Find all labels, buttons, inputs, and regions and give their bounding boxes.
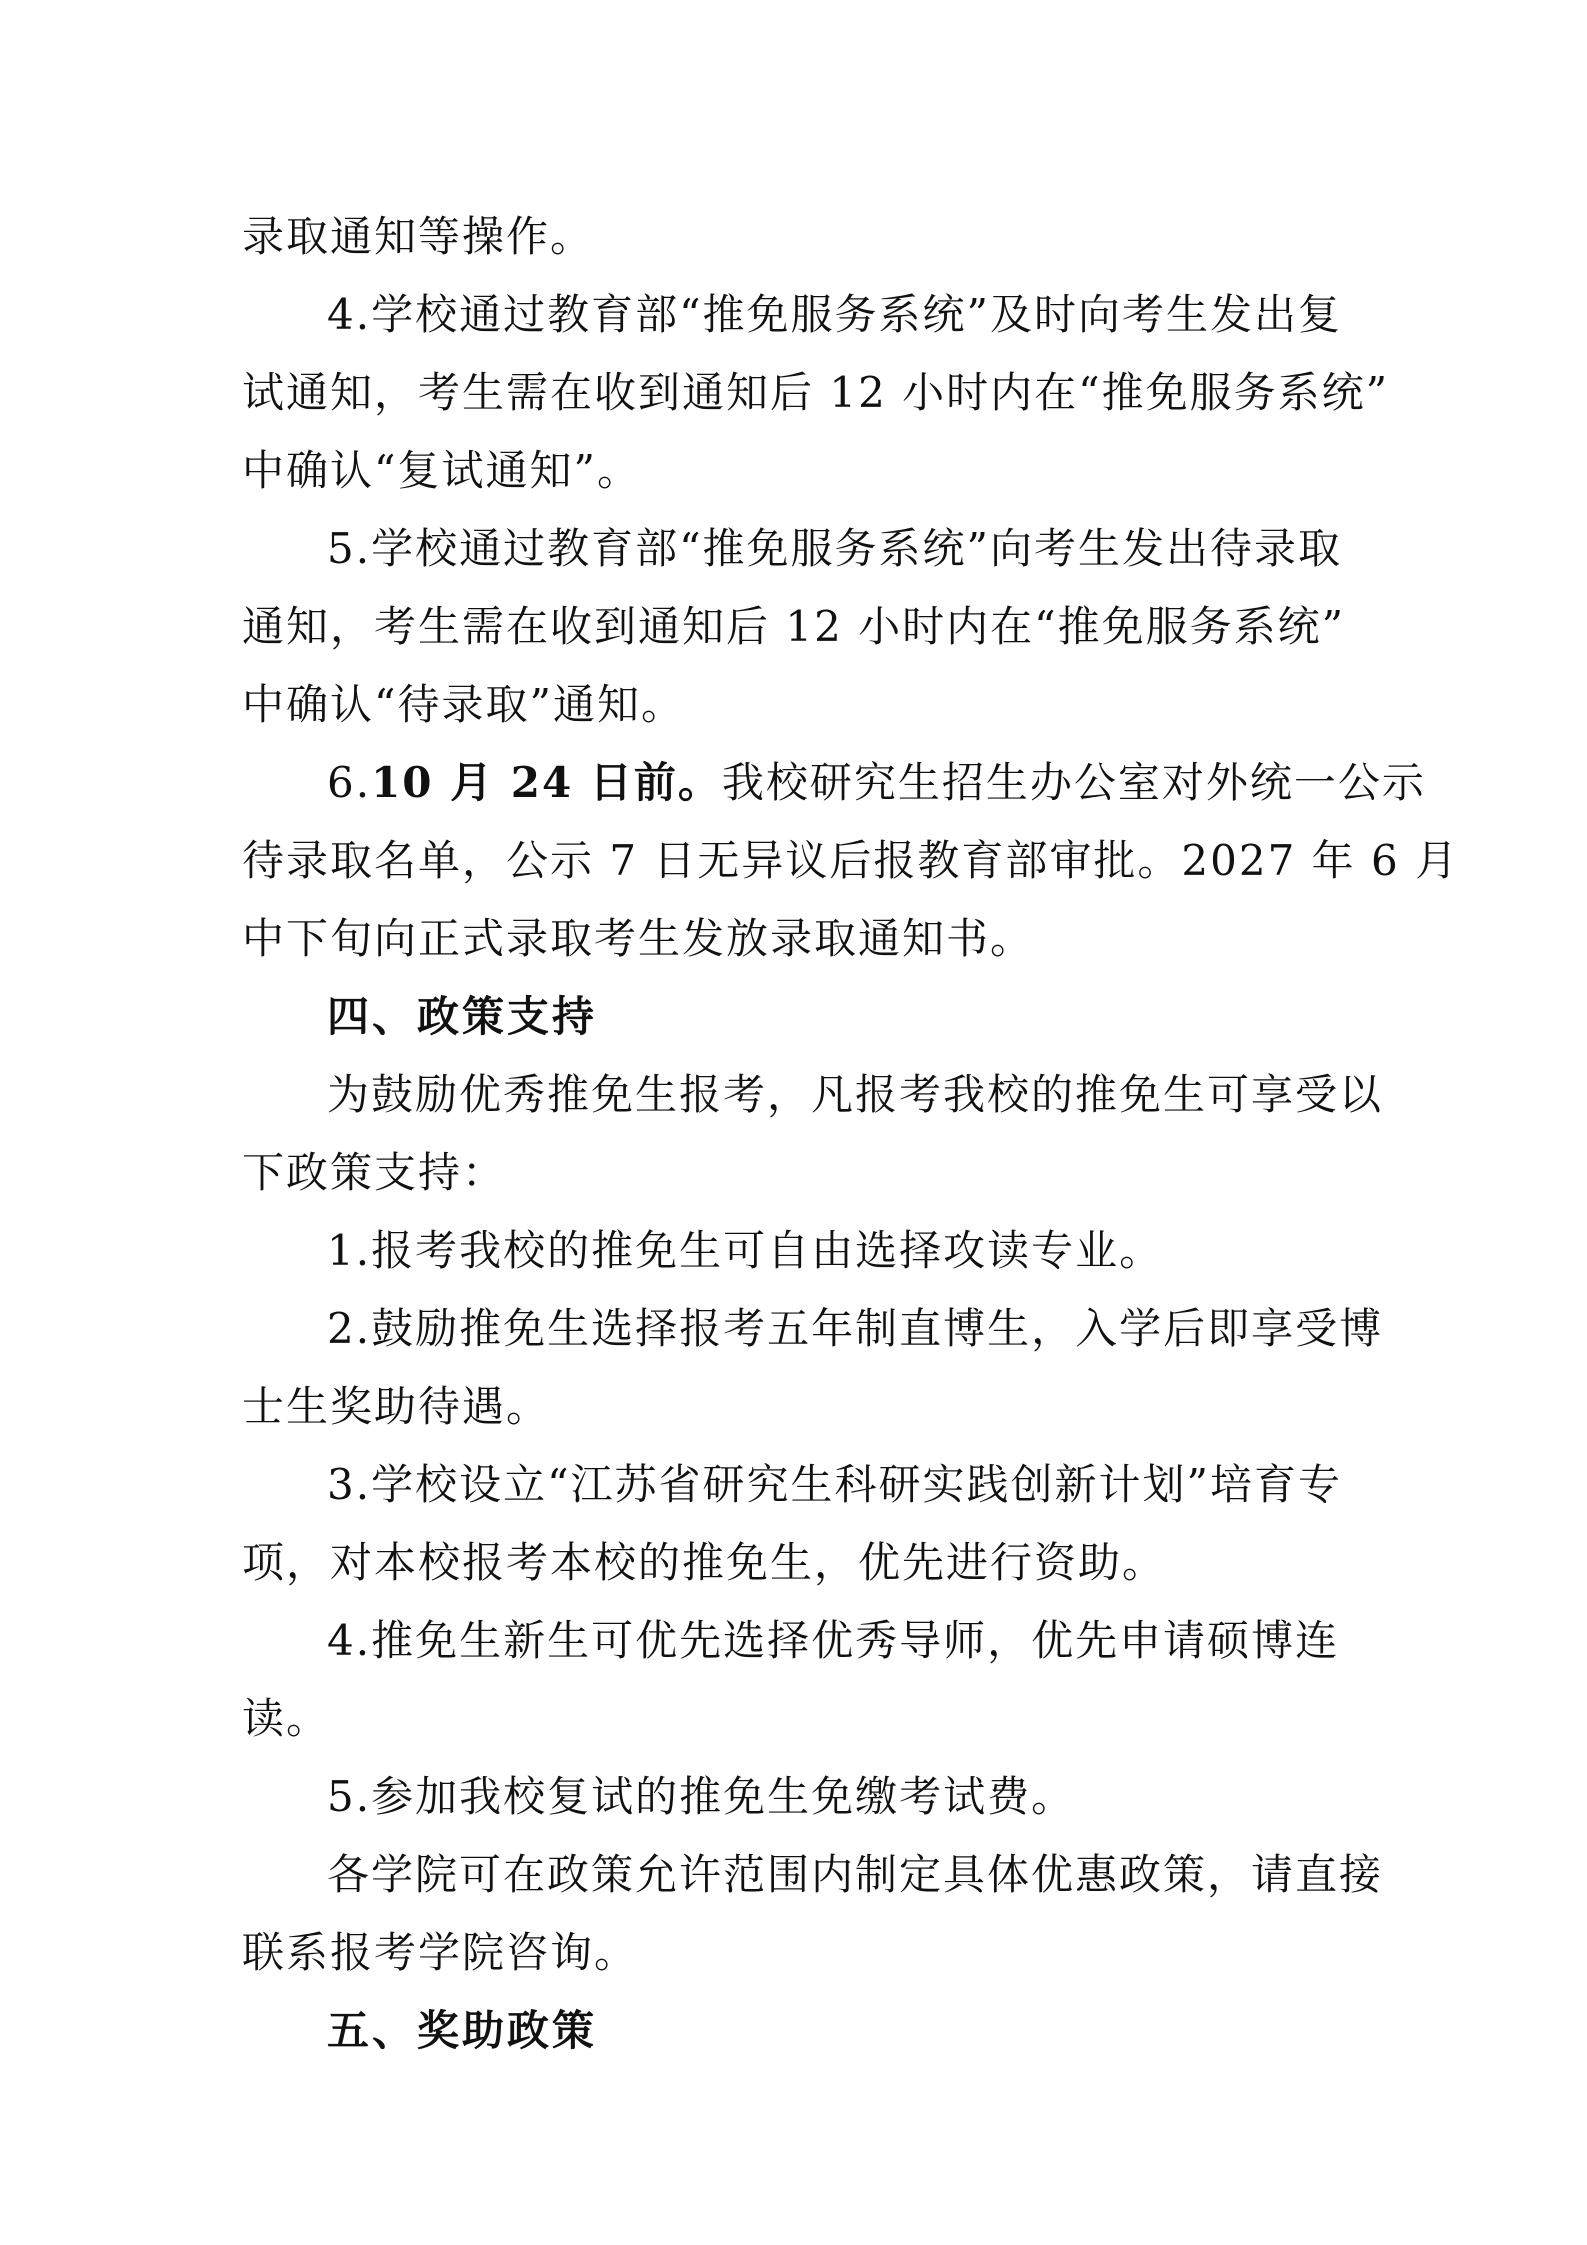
paragraph-line: 5.参加我校复试的推免生免缴考试费。 <box>327 1772 1076 1821</box>
section-heading: 五、奖助政策 <box>327 2006 598 2055</box>
paragraph-line: 中下旬向正式录取考生发放录取通知书。 <box>242 914 1035 963</box>
paragraph-line: 通知，考生需在收到通知后 12 小时内在“推免服务系统” <box>242 602 1346 651</box>
paragraph-line: 下政策支持： <box>242 1148 507 1197</box>
paragraph-line: 1.报考我校的推免生可自由选择攻读专业。 <box>327 1226 1164 1275</box>
paragraph-line: 5.学校通过教育部“推免服务系统”向考生发出待录取 <box>327 524 1343 573</box>
paragraph-line: 项，对本校报考本校的推免生，优先进行资助。 <box>242 1538 1167 1587</box>
paragraph-line: 士生奖助待遇。 <box>242 1382 551 1431</box>
section-heading: 四、政策支持 <box>327 992 598 1041</box>
paragraph-line: 中确认“待录取”通知。 <box>242 680 685 729</box>
paragraph-line: 录取通知等操作。 <box>242 212 595 261</box>
paragraph-line: 中确认“复试通知”。 <box>242 446 641 495</box>
paragraph-line: 联系报考学院咨询。 <box>242 1928 639 1977</box>
paragraph-line: 待录取名单，公示 7 日无异议后报教育部审批。2027 年 6 月 <box>242 836 1460 885</box>
item-number: 6. <box>327 758 372 807</box>
paragraph-line: 各学院可在政策允许范围内制定具体优惠政策，请直接 <box>327 1850 1384 1899</box>
date-emphasis: 10 月 24 日前。 <box>371 758 722 807</box>
paragraph-line: 4.推免生新生可优先选择优秀导师，优先申请硕博连 <box>327 1616 1340 1665</box>
paragraph-text: 我校研究生招生办公室对外统一公示 <box>721 758 1426 807</box>
paragraph-line: 4.学校通过教育部“推免服务系统”及时向考生发出复 <box>327 290 1343 339</box>
paragraph-line: 2.鼓励推免生选择报考五年制直博生，入学后即享受博 <box>327 1304 1384 1353</box>
paragraph-line: 读。 <box>242 1694 331 1743</box>
paragraph-line: 试通知，考生需在收到通知后 12 小时内在“推免服务系统” <box>242 368 1390 417</box>
paragraph-line <box>327 758 1437 808</box>
paragraph-line: 为鼓励优秀推免生报考，凡报考我校的推免生可享受以 <box>327 1070 1384 1119</box>
paragraph-line: 3.学校设立“江苏省研究生科研实践创新计划”培育专 <box>327 1460 1343 1509</box>
